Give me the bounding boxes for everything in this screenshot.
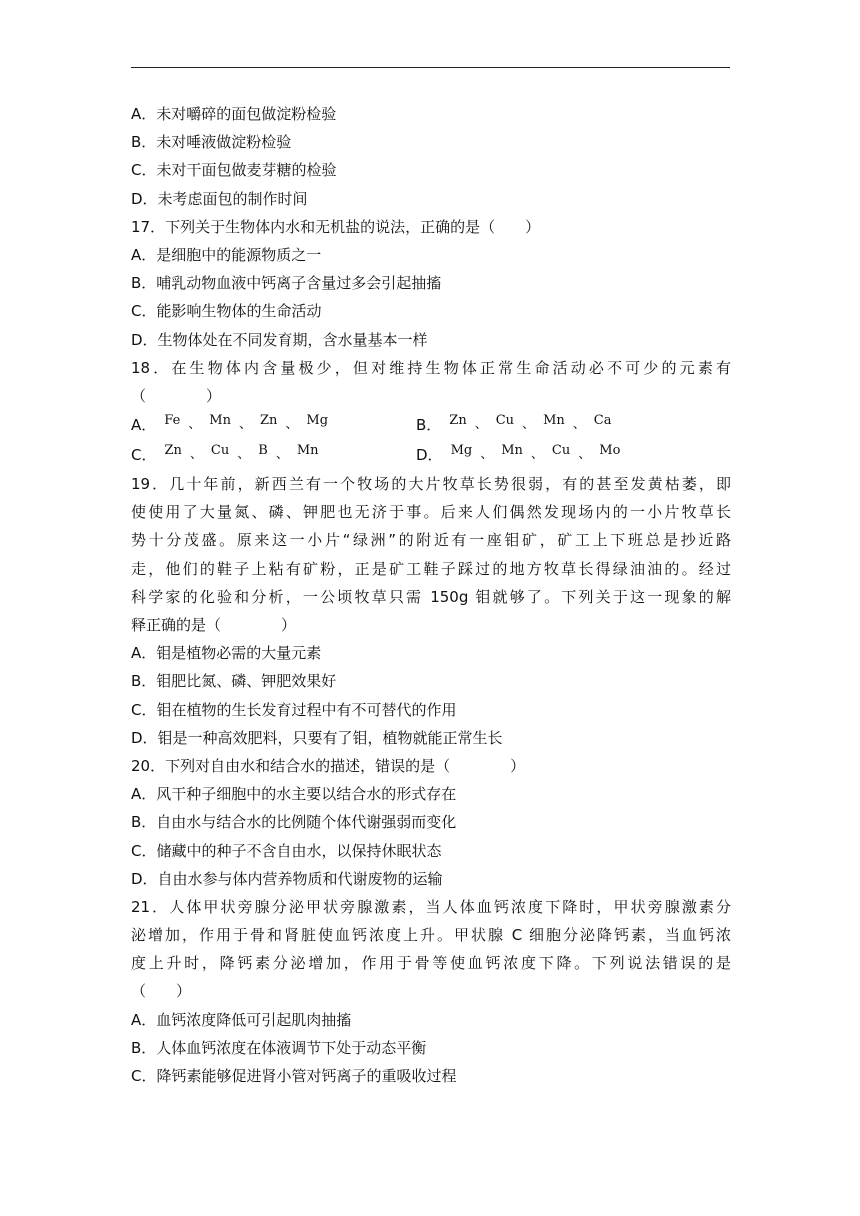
- question-21: [131, 893, 731, 1090]
- question-16-options: [131, 100, 731, 213]
- question-19: [131, 470, 731, 752]
- element-symbol: Mn: [209, 413, 231, 429]
- element-symbol: B: [258, 443, 268, 459]
- option-21-b: B．人体血钙浓度在体液调节下处于动态平衡: [131, 1038, 427, 1057]
- question-21-stem-line: 度上升时，降钙素分泌增加，作用于骨等使血钙浓度下降。下列说法错误的是: [131, 954, 731, 973]
- separator: 、: [189, 447, 203, 463]
- element-symbol: Mn: [296, 443, 319, 459]
- question-18-stem-line1: 18．在生物体内含量极少，但对维持生物体正常生命活动必不可少的元素有: [131, 358, 731, 377]
- option-19-c: C．钼在植物的生长发育过程中有不可替代的作用: [131, 700, 457, 719]
- option-20-a: A．风干种子细胞中的水主要以结合水的形式存在: [131, 785, 457, 804]
- header-rule: [131, 67, 730, 68]
- question-18-options-row-2: [131, 440, 731, 470]
- element-symbol: Mg: [450, 443, 473, 459]
- option-19-a: A．钼是植物必需的大量元素: [131, 644, 322, 663]
- option-16-a: A．未对嚼碎的面包做淀粉检验: [131, 105, 337, 123]
- option-18-d: [416, 440, 701, 470]
- element-symbol: Cu: [495, 413, 515, 429]
- element-symbol: Mo: [599, 443, 621, 459]
- option-17-b: B．哺乳动物血液中钙离子含量过多会引起抽搐: [131, 274, 442, 293]
- question-19-stem-line: 释正确的是（ ）: [131, 616, 297, 634]
- separator: 、: [522, 417, 536, 433]
- separator: 、: [480, 447, 494, 463]
- option-20-c: C．储藏中的种子不含自由水，以保持休眠状态: [131, 841, 442, 860]
- separator: 、: [474, 417, 488, 433]
- question-18: [131, 354, 731, 470]
- element-symbol: Zn: [449, 413, 467, 429]
- option-16-c: C．未对干面包做麦芽糖的检验: [131, 161, 337, 180]
- question-20: [131, 752, 731, 893]
- option-18-c: [131, 440, 416, 470]
- question-19-stem-line: 19．几十年前，新西兰有一个牧场的大片牧草长势很弱，有的甚至发黄枯萎，即: [131, 475, 731, 494]
- element-symbol: Mn: [501, 443, 523, 459]
- question-20-stem: 20．下列对自由水和结合水的描述，错误的是（ ）: [131, 756, 526, 775]
- option-17-c: C．能影响生物体的生命活动: [131, 302, 322, 321]
- option-17-a: A．是细胞中的能源物质之一: [131, 245, 322, 264]
- question-17-stem: 17．下列关于生物体内水和无机盐的说法，正确的是（ ）: [131, 217, 541, 236]
- separator: 、: [578, 447, 592, 463]
- option-16-b: B．未对唾液做淀粉检验: [131, 133, 292, 152]
- option-21-c: C．降钙素能够促进肾小管对钙离子的重吸收过程: [131, 1067, 457, 1085]
- separator: 、: [530, 447, 544, 463]
- option-17-d: D．生物体处在不同发育期，含水量基本一样: [131, 330, 428, 349]
- question-19-stem-line: 使使用了大量氮、磷、钾肥也无济于事。后来人们偶然发现场内的一小片牧草长: [131, 503, 731, 522]
- element-symbol: Fe: [164, 413, 181, 429]
- separator: 、: [275, 447, 289, 463]
- option-18-b-letter: B．: [416, 416, 442, 435]
- separator: 、: [285, 417, 299, 433]
- separator: 、: [188, 417, 202, 433]
- question-18-stem-line2: （ ）: [131, 386, 222, 405]
- element-symbol: Cu: [210, 443, 230, 459]
- option-19-b: B．钼肥比氮、磷、钾肥效果好: [131, 672, 337, 691]
- option-16-d: D．未考虑面包的制作时间: [131, 189, 308, 208]
- question-19-stem-line: 走，他们的鞋子上粘有矿粉，正是矿工鞋子踩过的地方牧草长得绿油油的。经过: [131, 559, 731, 578]
- question-19-stem-line: 势十分茂盛。原来这一小片“绿洲”的附近有一座钼矿，矿工上下班总是抄近路: [131, 531, 731, 550]
- option-21-a: A．血钙浓度降低可引起肌肉抽搐: [131, 1010, 352, 1029]
- separator: 、: [237, 447, 251, 463]
- question-21-stem-line: 泌增加，作用于骨和肾脏使血钙浓度上升。甲状腺 C 细胞分泌降钙素，当血钙浓: [131, 926, 731, 945]
- option-18-d-letter: D．: [416, 446, 443, 465]
- separator: 、: [572, 417, 586, 433]
- option-18-a-letter: A．: [131, 416, 157, 435]
- option-18-c-letter: C．: [131, 446, 157, 465]
- element-symbol: Zn: [260, 413, 278, 429]
- option-19-d: D．钼是一种高效肥料，只要有了钼，植物就能正常生长: [131, 728, 503, 747]
- element-symbol: Cu: [551, 443, 571, 459]
- option-20-d: D．自由水参与体内营养物质和代谢废物的运输: [131, 869, 443, 888]
- question-19-stem-line: 科学家的化验和分析，一公顷牧草只需 150g 钼就够了。下列关于这一现象的解: [131, 587, 731, 606]
- element-symbol: Zn: [164, 443, 182, 459]
- separator: 、: [238, 417, 252, 433]
- element-symbol: Mn: [543, 413, 565, 429]
- option-20-b: B．自由水与结合水的比例随个体代谢强弱而变化: [131, 813, 457, 832]
- question-17: [131, 213, 731, 354]
- element-symbol: Ca: [593, 413, 612, 429]
- element-symbol: Mg: [306, 413, 329, 429]
- question-21-stem-line: 21．人体甲状旁腺分泌甲状旁腺激素，当人体血钙浓度下降时，甲状旁腺激素分: [131, 897, 731, 916]
- question-page: [131, 100, 731, 1090]
- question-21-stem-line: （ ）: [131, 982, 192, 1001]
